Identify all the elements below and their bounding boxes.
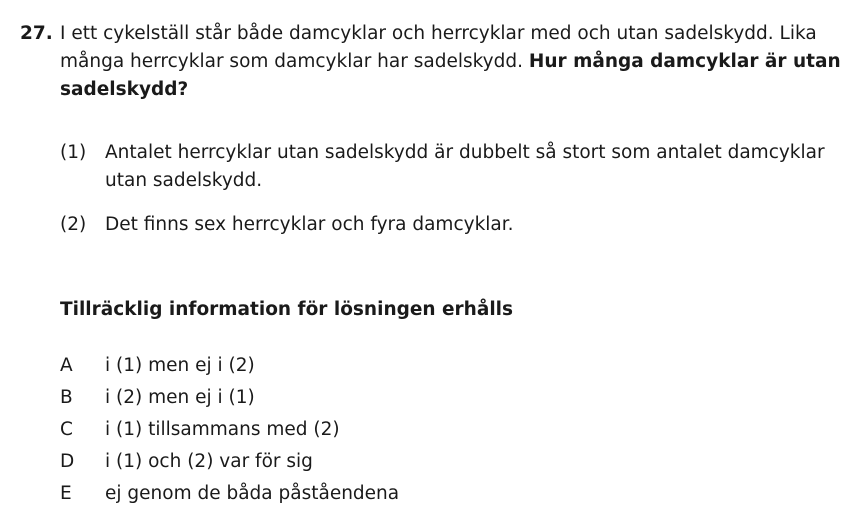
- option-e[interactable]: [60, 478, 760, 510]
- question-number: 27.: [20, 23, 53, 44]
- statement-2: [60, 211, 850, 239]
- option-letter: A: [60, 355, 73, 376]
- statement-text: Antalet herrcyklar utan sadelskydd är dubbelt så stort som antalet damcyklar utan sadelskydd.: [105, 142, 825, 191]
- statement-1: [60, 139, 850, 195]
- option-a[interactable]: [60, 350, 760, 382]
- instruction-heading: Tillräcklig information för lösningen erhålls: [60, 299, 514, 320]
- question-text-bold: Hur många damcyklar är utan sadelskydd?: [60, 51, 841, 100]
- statement-label: (2): [60, 214, 87, 235]
- option-text: ej genom de båda påståendena: [105, 483, 400, 504]
- question-text-plain: I ett cykelställ står både damcyklar och herrcyklar med och utan sadelskydd. Lika många herrcyklar som damcyklar har sadelskydd.: [60, 23, 817, 72]
- question-header: [20, 20, 850, 104]
- option-letter: E: [60, 483, 72, 504]
- option-c[interactable]: [60, 414, 760, 446]
- option-text: i (1) men ej i (2): [105, 355, 255, 376]
- option-b[interactable]: [60, 382, 760, 414]
- statement-label: (1): [60, 142, 87, 163]
- option-text: i (2) men ej i (1): [105, 387, 255, 408]
- question: [20, 20, 850, 104]
- option-letter: D: [60, 451, 75, 472]
- option-text: i (1) tillsammans med (2): [105, 419, 340, 440]
- answer-options: [60, 350, 760, 510]
- option-letter: B: [60, 387, 73, 408]
- option-text: i (1) och (2) var för sig: [105, 451, 313, 472]
- option-d[interactable]: [60, 446, 760, 478]
- option-letter: C: [60, 419, 73, 440]
- statements-list: [60, 139, 850, 239]
- statement-text: Det finns sex herrcyklar och fyra damcyklar.: [105, 214, 514, 235]
- question-text: [60, 20, 850, 104]
